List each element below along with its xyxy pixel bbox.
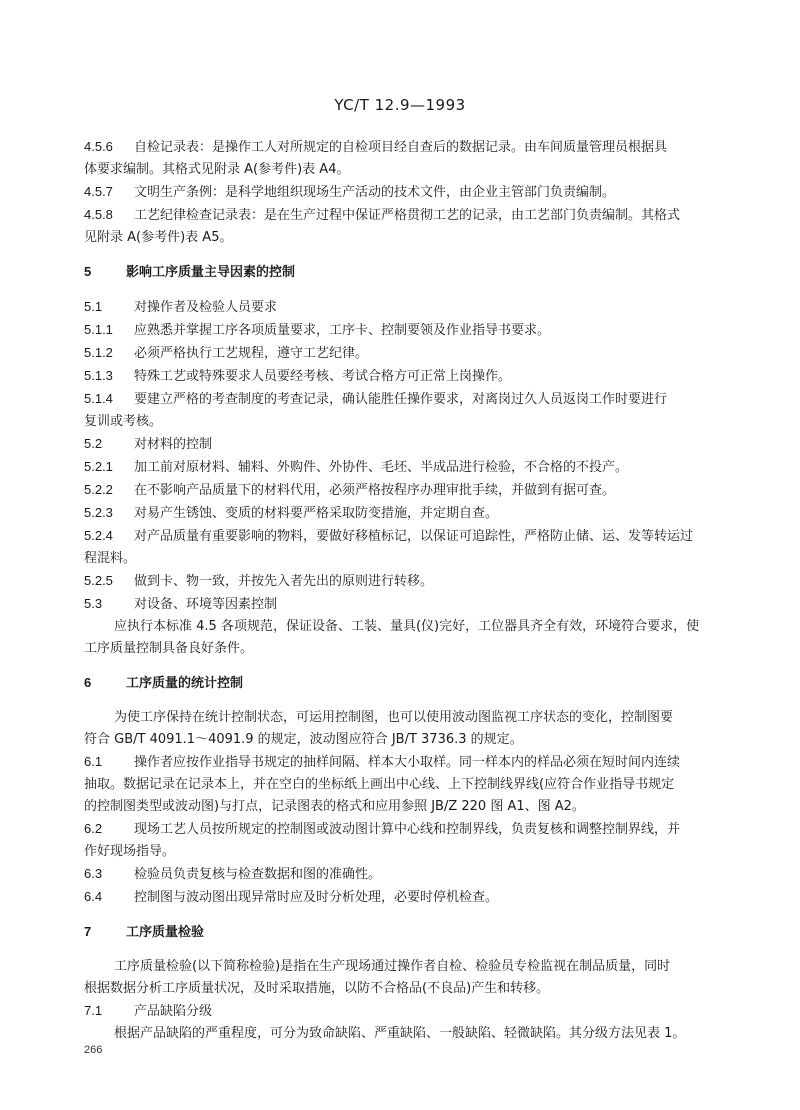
clause-text: 工序质量检验 — [126, 925, 205, 940]
clause-text: 程混料。 — [84, 551, 137, 566]
clause-text: 为使工序保持在统计控制状态，可运用控制图，也可以使用波动图监视工序状态的变化，控制图要 — [114, 710, 674, 725]
text-line — [84, 841, 724, 863]
clause-text: 抽取。数据记录在记录本上，并在空白的坐标纸上画出中心线、上下控制线界线(应符合作业指导书规定 — [84, 777, 675, 792]
clause-text: 工艺纪律检查记录表：是在生产过程中保证严格贯彻工艺的记录，由工艺部门负责编制。其格式 — [134, 208, 681, 223]
clause-number: 5.2.3 — [84, 505, 113, 520]
text-line — [84, 411, 724, 433]
document-body — [84, 136, 724, 1045]
clause-number: 5.1 — [84, 299, 103, 314]
clause-text: 控制图与波动图出现异常时应及时分析处理，必要时停机检查。 — [134, 890, 499, 905]
paragraph-gap — [84, 660, 724, 672]
clause-number: 5.2.5 — [84, 573, 113, 588]
text-line — [84, 159, 724, 181]
text-line — [84, 978, 724, 1000]
text-line — [84, 751, 724, 774]
text-line — [84, 774, 724, 796]
section-heading — [84, 921, 724, 944]
clause-number: 5.1.4 — [84, 391, 113, 406]
clause-number: 4.5.6 — [84, 139, 113, 154]
text-line — [84, 319, 724, 342]
clause-text: 加工前对原材料、辅料、外购件、外协件、毛坯、半成品进行检验，不合格的不投产。 — [134, 460, 629, 475]
text-line — [84, 707, 724, 729]
text-line — [84, 638, 724, 660]
clause-text: 作好现场指导。 — [84, 844, 176, 859]
clause-text: 特殊工艺或特殊要求人员要经考核、考试合格方可正常上岗操作。 — [134, 369, 512, 384]
text-line — [84, 296, 724, 319]
text-line — [84, 548, 724, 570]
clause-number: 5.3 — [84, 596, 103, 611]
clause-text: 符合 GB/T 4091.1～4091.9 的规定，波动图应符合 JB/T 3736.3 的规定。 — [84, 732, 523, 747]
section-heading — [84, 672, 724, 695]
clause-number: 5.2.4 — [84, 528, 113, 543]
clause-text: 在不影响产品质量下的材料代用，必须严格按程序办理审批手续，并做到有据可查。 — [134, 483, 616, 498]
paragraph-gap — [84, 695, 724, 707]
clause-text: 自检记录表：是操作工人对所规定的自检项目经自查后的数据记录。由车间质量管理员根据具 — [134, 140, 668, 155]
clause-number: 5.1.3 — [84, 368, 113, 383]
clause-text: 必须严格执行工艺规程，遵守工艺纪律。 — [134, 346, 369, 361]
clause-number: 6 — [84, 675, 92, 690]
text-line — [84, 570, 724, 593]
text-line — [84, 616, 724, 638]
text-line — [84, 863, 724, 886]
clause-number: 7.1 — [84, 1003, 103, 1018]
clause-number: 4.5.7 — [84, 184, 113, 199]
text-line — [84, 181, 724, 204]
text-line — [84, 388, 724, 411]
paragraph-gap — [84, 909, 724, 921]
section-heading — [84, 261, 724, 284]
text-line — [84, 796, 724, 818]
clause-text: 产品缺陷分级 — [134, 1004, 213, 1019]
clause-number: 6.1 — [84, 754, 103, 769]
text-line — [84, 1023, 724, 1045]
clause-text: 对产品质量有重要影响的物料，要做好移植标记，以保证可追踪性，严格防止储、运、发等转运过 — [134, 529, 694, 544]
text-line — [84, 136, 724, 159]
text-line — [84, 1000, 724, 1023]
text-line — [84, 433, 724, 456]
clause-number: 4.5.8 — [84, 207, 113, 222]
clause-text: 应熟悉并掌握工序各项质量要求，工序卡、控制要领及作业指导书要求。 — [134, 323, 551, 338]
clause-number: 5 — [84, 264, 92, 279]
clause-text: 要建立严格的考查制度的考查记录，确认能胜任操作要求，对离岗过久人员返岗工作时要进行 — [134, 392, 668, 407]
clause-number: 5.2.1 — [84, 459, 113, 474]
paragraph-gap — [84, 944, 724, 956]
clause-text: 对材料的控制 — [134, 437, 213, 452]
clause-text: 复训或考核。 — [84, 414, 163, 429]
text-line — [84, 886, 724, 909]
clause-number: 7 — [84, 924, 92, 939]
clause-text: 工序质量控制具备良好条件。 — [84, 641, 254, 656]
clause-text: 检验员负责复核与检查数据和图的准确性。 — [134, 867, 382, 882]
clause-text: 影响工序质量主导因素的控制 — [126, 265, 296, 280]
page-number: 266 — [84, 1044, 103, 1056]
clause-text: 现场工艺人员按所规定的控制图或波动图计算中心线和控制界线，负责复核和调整控制界线，并 — [134, 822, 681, 837]
clause-text: 对操作者及检验人员要求 — [134, 300, 278, 315]
text-line — [84, 593, 724, 616]
clause-text: 的控制图类型或波动图)与打点，记录图表的格式和应用参照 JB/Z 220 图 A1、图 A2。 — [84, 799, 585, 814]
standard-code-header: YC/T 12.9—1993 — [334, 96, 466, 114]
clause-text: 对易产生锈蚀、变质的材料要严格采取防变措施，并定期自查。 — [134, 506, 499, 521]
paragraph-gap — [84, 249, 724, 261]
paragraph-gap — [84, 284, 724, 296]
clause-number: 5.2 — [84, 436, 103, 451]
clause-number: 6.3 — [84, 866, 103, 881]
clause-text: 操作者应按作业指导书规定的抽样间隔、样本大小取样。同一样本内的样品必须在短时间内连续 — [134, 755, 681, 770]
clause-text: 应执行本标准 4.5 各项规范，保证设备、工装、量具(仪)完好，工位器具齐全有效，环境符合要求，使 — [114, 619, 700, 634]
clause-number: 5.1.1 — [84, 322, 113, 337]
text-line — [84, 956, 724, 978]
clause-number: 6.4 — [84, 889, 103, 904]
text-line — [84, 456, 724, 479]
text-line — [84, 204, 724, 227]
clause-number: 5.1.2 — [84, 345, 113, 360]
text-line — [84, 729, 724, 751]
clause-text: 对设备、环境等因素控制 — [134, 597, 278, 612]
text-line — [84, 342, 724, 365]
clause-text: 工序质量的统计控制 — [126, 676, 244, 691]
text-line — [84, 479, 724, 502]
clause-text: 见附录 A(参考件)表 A5。 — [84, 230, 233, 245]
clause-number: 5.2.2 — [84, 482, 113, 497]
text-line — [84, 502, 724, 525]
clause-text: 文明生产条例：是科学地组织现场生产活动的技术文件，由企业主管部门负责编制。 — [134, 185, 616, 200]
clause-text: 体要求编制。其格式见附录 A(参考件)表 A4。 — [84, 162, 350, 177]
text-line — [84, 227, 724, 249]
clause-number: 6.2 — [84, 821, 103, 836]
clause-text: 工序质量检验(以下简称检验)是指在生产现场通过操作者自检、检验员专检监视在制品质量，同时 — [114, 959, 671, 974]
text-line — [84, 365, 724, 388]
clause-text: 根据数据分析工序质量状况，及时采取措施，以防不合格品(不良品)产生和转移。 — [84, 981, 550, 996]
text-line — [84, 818, 724, 841]
clause-text: 根据产品缺陷的严重程度，可分为致命缺陷、严重缺陷、一般缺陷、轻微缺陷。其分级方法见表 1。 — [114, 1026, 686, 1041]
clause-text: 做到卡、物一致，并按先入者先出的原则进行转移。 — [134, 574, 434, 589]
text-line — [84, 525, 724, 548]
